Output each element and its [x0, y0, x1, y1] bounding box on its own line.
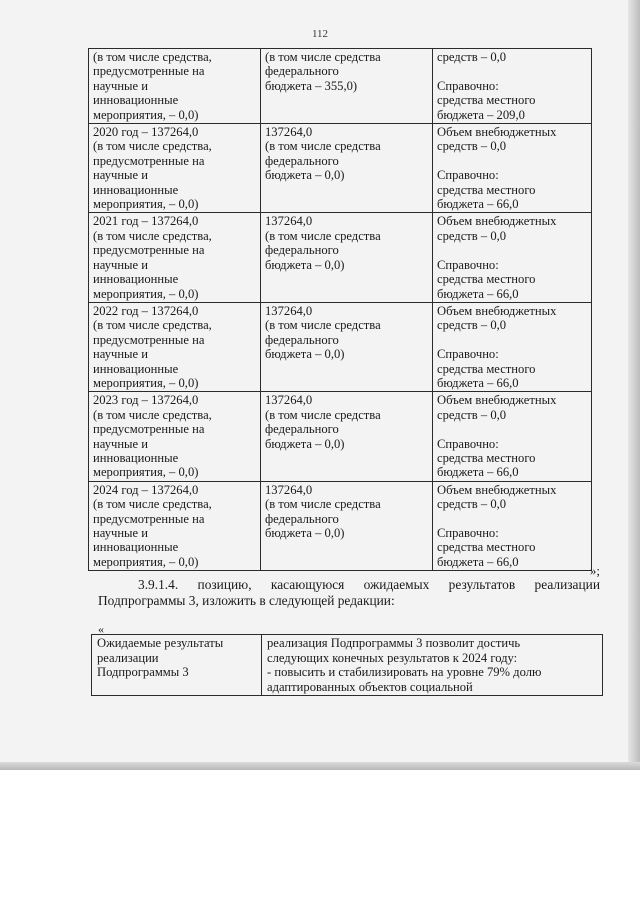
- results-text-line: адаптированных объектов социальной: [267, 679, 473, 694]
- table-cell-extrabudgetary: Объем внебюджетных средств – 0,0 Справочно: средства местного бюджета – 66,0: [433, 124, 592, 213]
- table-cell-regional: 137264,0 (в том числе средства федерального бюджета – 0,0): [261, 213, 433, 302]
- table-cell-regional: 137264,0 (в том числе средства федерального бюджета – 0,0): [261, 481, 433, 570]
- table-cell-extrabudgetary: Объем внебюджетных средств – 0,0 Справочно: средства местного бюджета – 66,0: [433, 392, 592, 481]
- results-text-line: реализация Подпрограммы 3 позволит достичь: [267, 636, 521, 650]
- page-number: 112: [311, 28, 329, 40]
- table-row: [92, 635, 603, 696]
- table-cell-total: 2023 год – 137264,0 (в том числе средства, предусмотренные на научные и инновационные мероприятия, – 0,0): [89, 392, 261, 481]
- results-text-cell: [262, 635, 603, 696]
- expected-results-table: [91, 634, 603, 696]
- budget-table: [88, 48, 592, 571]
- table-cell-extrabudgetary: Объем внебюджетных средств – 0,0 Справочно: средства местного бюджета – 66,0: [433, 302, 592, 391]
- table-cell-regional: (в том числе средства федерального бюджета – 355,0): [261, 49, 433, 124]
- closing-quote-mark: »;: [589, 563, 600, 578]
- table-row: [89, 213, 592, 302]
- scan-bottom-edge: [0, 762, 640, 770]
- table-row: [89, 481, 592, 570]
- table-cell-regional: 137264,0 (в том числе средства федерального бюджета – 0,0): [261, 124, 433, 213]
- table-row: [89, 302, 592, 391]
- table-row: [89, 124, 592, 213]
- table-cell-regional: 137264,0 (в том числе средства федерального бюджета – 0,0): [261, 302, 433, 391]
- table-cell-extrabudgetary: Объем внебюджетных средств – 0,0 Справочно: средства местного бюджета – 66,0: [433, 481, 592, 570]
- table-row: [89, 49, 592, 124]
- results-text-line: - повысить и стабилизировать на уровне 79% долю: [267, 665, 542, 680]
- amendment-paragraph: 3.9.1.4. позицию, касающуюся ожидаемых результатов реализации Подпрограммы 3, изложить в следующей редакции:: [98, 577, 600, 608]
- table-cell-total: (в том числе средства, предусмотренные на научные и инновационные мероприятия, – 0,0): [89, 49, 261, 124]
- table-cell-total: 2021 год – 137264,0 (в том числе средства, предусмотренные на научные и инновационные мероприятия, – 0,0): [89, 213, 261, 302]
- table-cell-total: 2020 год – 137264,0 (в том числе средства, предусмотренные на научные и инновационные мероприятия, – 0,0): [89, 124, 261, 213]
- table-cell-extrabudgetary: средств – 0,0 Справочно: средства местного бюджета – 209,0: [433, 49, 592, 124]
- table-cell-total: 2022 год – 137264,0 (в том числе средства, предусмотренные на научные и инновационные мероприятия, – 0,0): [89, 302, 261, 391]
- table-cell-regional: 137264,0 (в том числе средства федерального бюджета – 0,0): [261, 392, 433, 481]
- scan-right-edge: [628, 0, 640, 770]
- table-row: [89, 392, 592, 481]
- results-label-cell: Ожидаемые результаты реализации Подпрограммы 3: [92, 635, 262, 696]
- table-cell-extrabudgetary: Объем внебюджетных средств – 0,0 Справочно: средства местного бюджета – 66,0: [433, 213, 592, 302]
- results-text-line: следующих конечных результатов к 2024 году:: [267, 650, 518, 665]
- opening-quote-mark: «: [98, 622, 104, 636]
- table-cell-total: 2024 год – 137264,0 (в том числе средства, предусмотренные на научные и инновационные мероприятия, – 0,0): [89, 481, 261, 570]
